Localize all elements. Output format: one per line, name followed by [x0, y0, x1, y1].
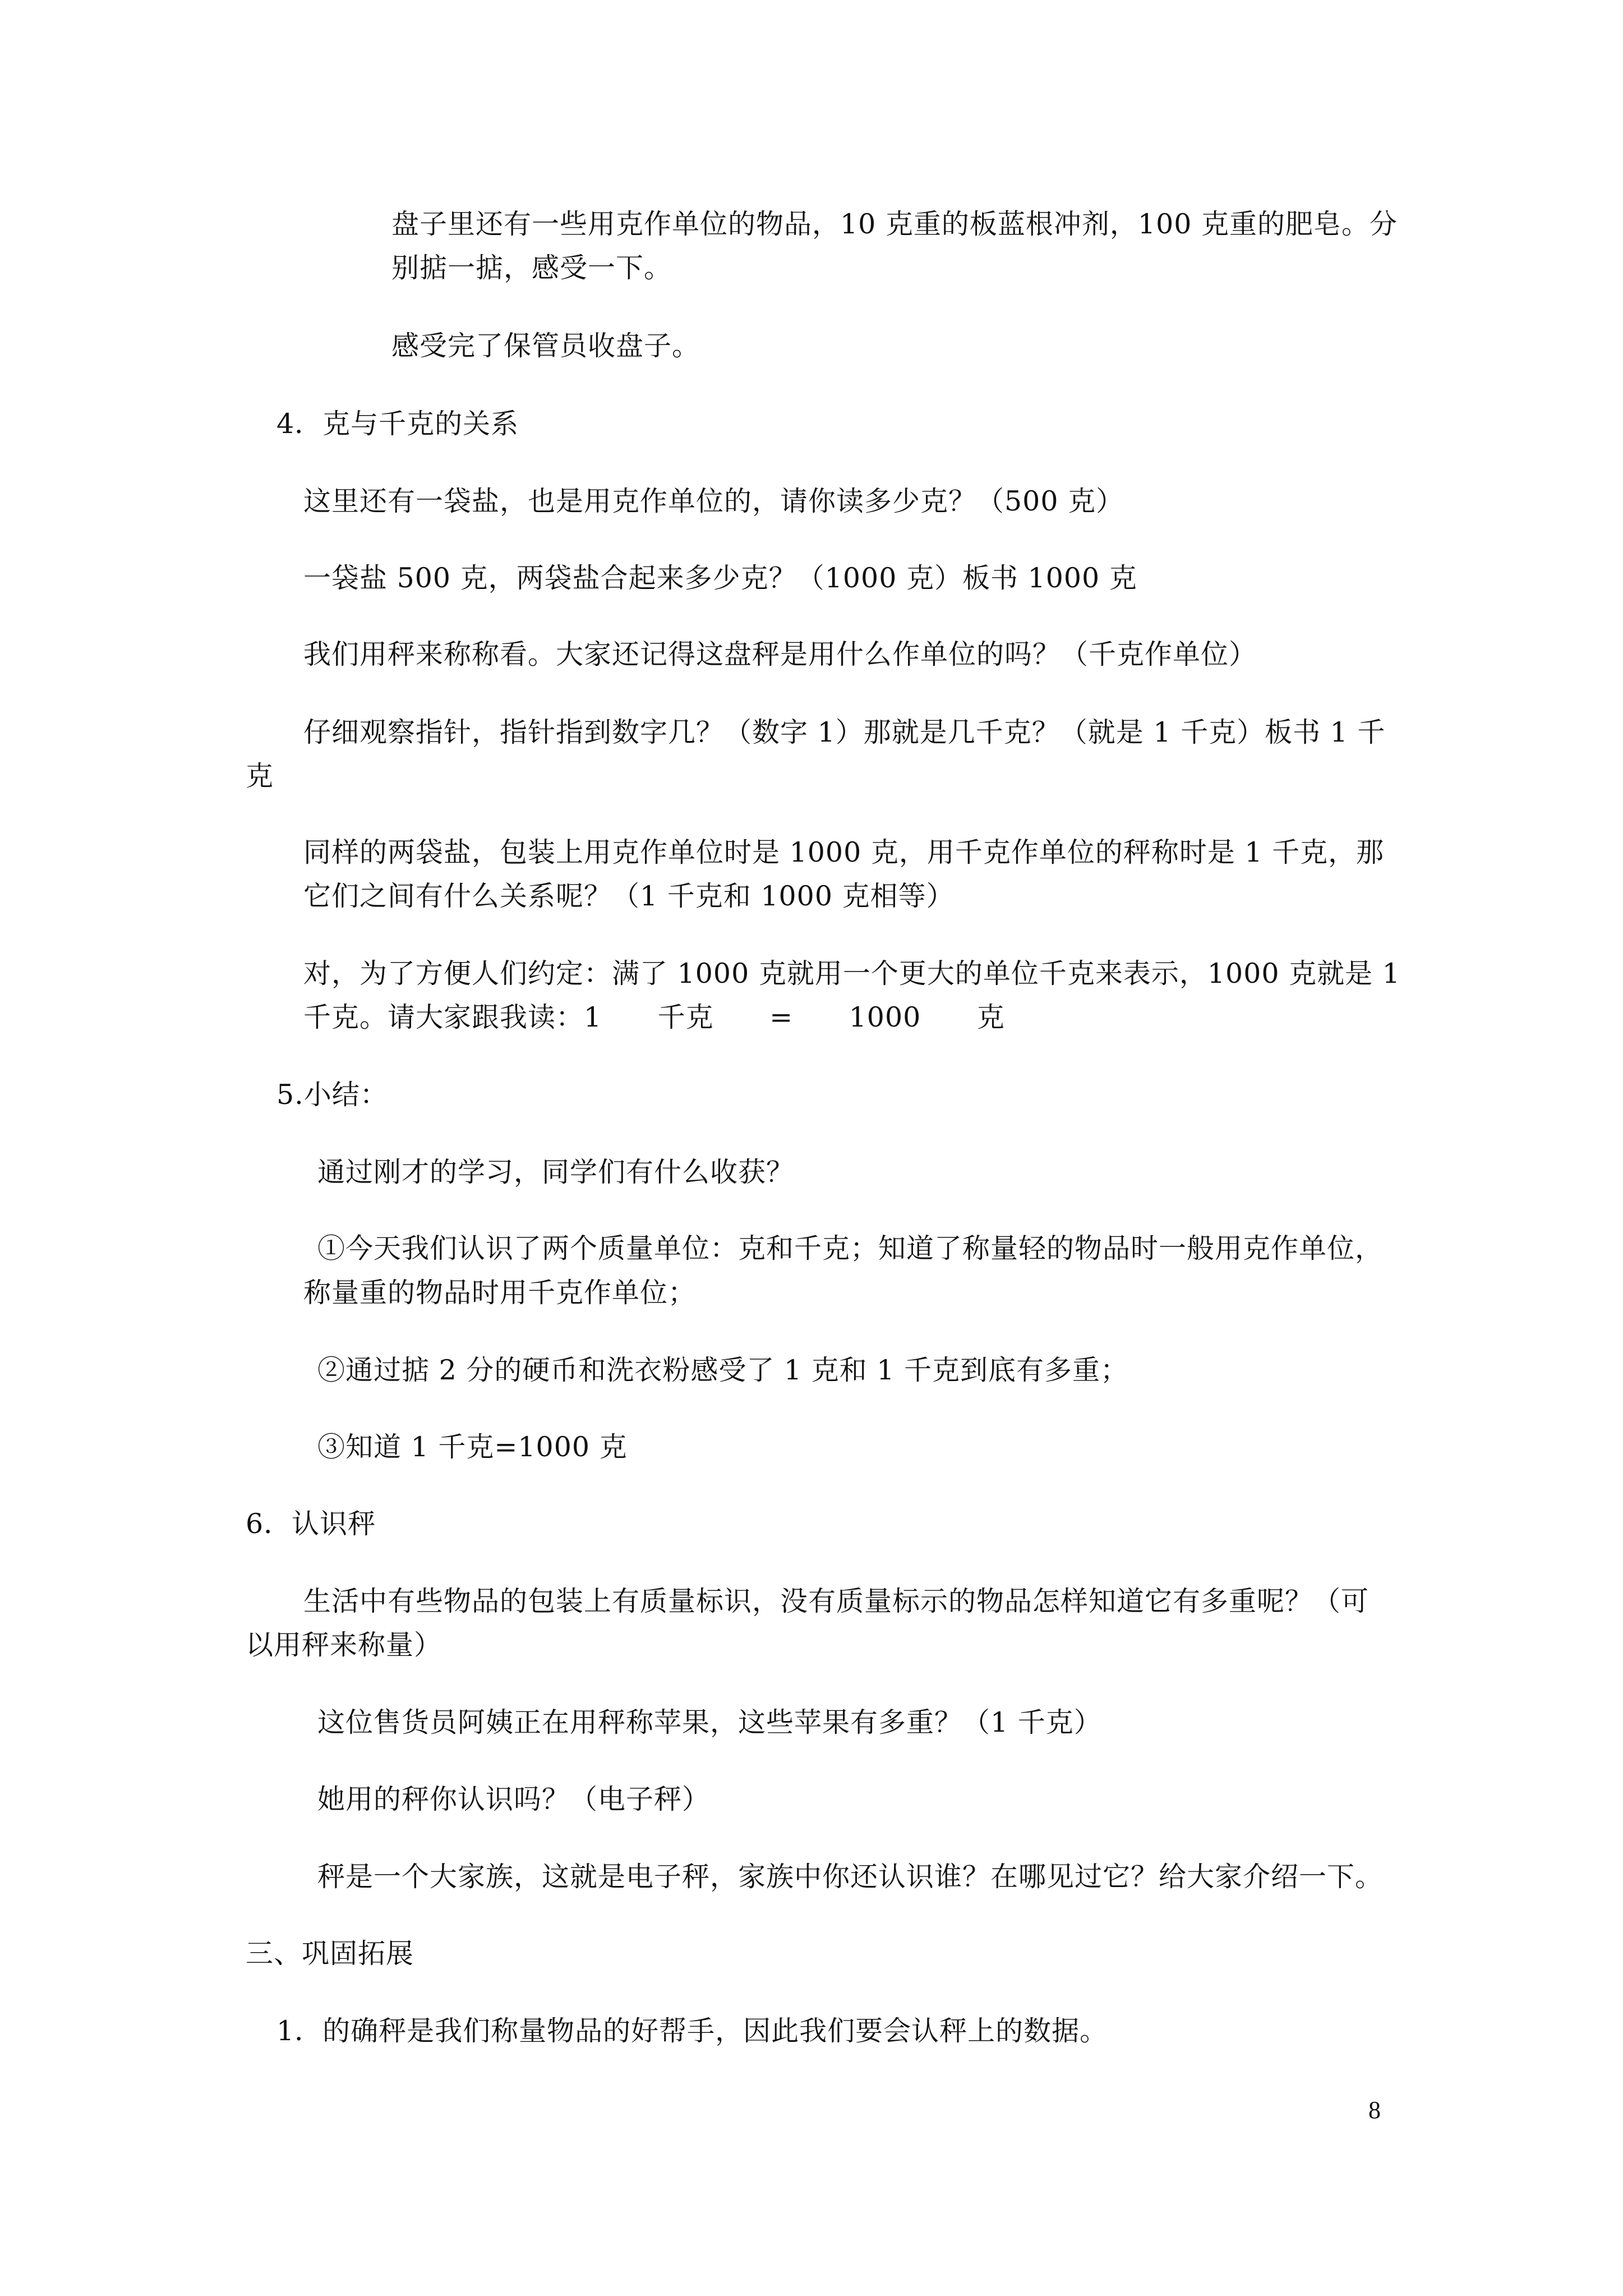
- text-line: 它们之间有什么关系呢？（1 千克和 1000 克相等）: [303, 880, 955, 912]
- text-line: 她用的秤你认识吗？（电子秤）: [317, 1783, 711, 1815]
- text-line: 我们用秤来称称看。大家还记得这盘秤是用什么作单位的吗？（千克作单位）: [303, 638, 1257, 670]
- text-line: 秤是一个大家族，这就是电子秤，家族中你还认识谁？在哪见过它？给大家介绍一下。: [317, 1861, 1384, 1893]
- section-heading: 6．认识秤: [246, 1508, 376, 1540]
- text-line: 别掂一掂，感受一下。: [391, 252, 672, 284]
- text-line: 千克。请大家跟我读：1 千克 = 1000 克: [303, 1001, 1005, 1033]
- text-line: 对，为了方便人们约定：满了 1000 克就用一个更大的单位千克来表示，1000 克就是 1: [303, 958, 1400, 990]
- text-line: 盘子里还有一些用克作单位的物品，10 克重的板蓝根冲剂，100 克重的肥皂。分: [391, 208, 1398, 240]
- text-line: 一袋盐 500 克，两袋盐合起来多少克？（1000 克）板书 1000 克: [303, 562, 1137, 594]
- section-heading: 5.小结：: [276, 1079, 388, 1111]
- text-line: 仔细观察指针，指针指到数字几？（数字 1）那就是几千克？（就是 1 千克）板书 1 千: [303, 716, 1386, 748]
- text-line: 同样的两袋盐，包装上用克作单位时是 1000 克，用千克作单位的秤称时是 1 千克，那: [303, 836, 1385, 868]
- text-line: 1．的确秤是我们称量物品的好帮手，因此我们要会认秤上的数据。: [276, 2015, 1108, 2047]
- text-line: 生活中有些物品的包装上有质量标识，没有质量标示的物品怎样知道它有多重呢？（可: [303, 1585, 1370, 1617]
- page-number: 8: [1368, 2096, 1381, 2124]
- text-line: ②通过掂 2 分的硬币和洗衣粉感受了 1 克和 1 千克到底有多重；: [317, 1354, 1128, 1386]
- section-heading: 4．克与千克的关系: [276, 408, 519, 440]
- text-line: 通过刚才的学习，同学们有什么收获？: [317, 1156, 795, 1188]
- text-line: ①今天我们认识了两个质量单位：克和千克；知道了称量轻的物品时一般用克作单位，: [317, 1232, 1384, 1264]
- text-line: 以用秤来称量）: [246, 1629, 442, 1661]
- text-line: 克: [246, 760, 274, 792]
- text-line: ③知道 1 千克=1000 克: [317, 1431, 628, 1463]
- section-heading: 三、巩固拓展: [246, 1938, 414, 1970]
- text-line: 称量重的物品时用千克作单位；: [303, 1277, 697, 1309]
- text-line: 感受完了保管员收盘子。: [391, 330, 700, 362]
- text-line: 这里还有一袋盐，也是用克作单位的，请你读多少克？（500 克）: [303, 485, 1124, 517]
- text-line: 这位售货员阿姨正在用秤称苹果，这些苹果有多重？（1 千克）: [317, 1706, 1102, 1738]
